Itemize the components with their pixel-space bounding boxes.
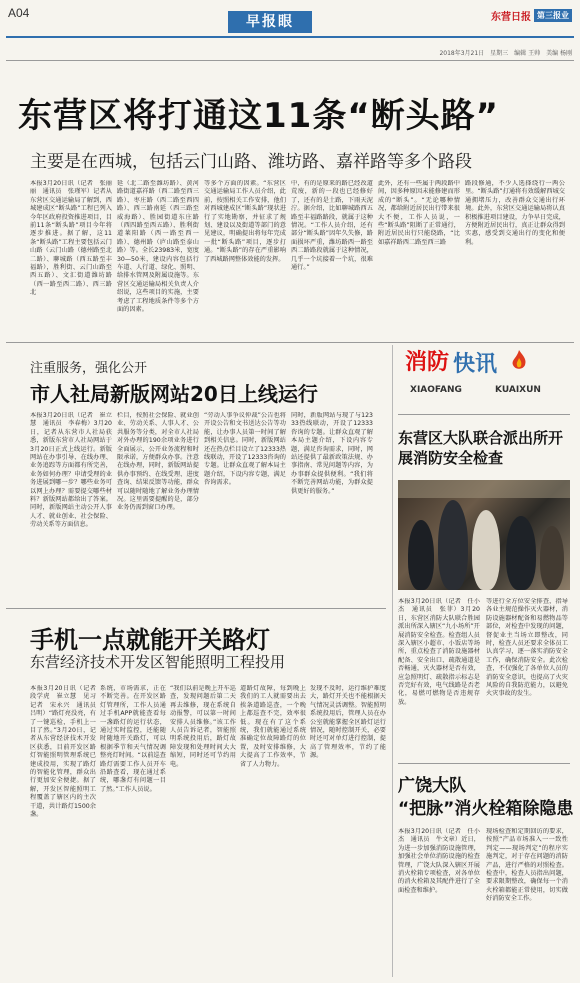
story2-col-4: 同时，新版网站与现了与12333热线联动，开设了12333咨询的专题。让群众直观了解本局主题介绍，下设内容专题，满足咨询需求，同时，网站还提供了最新政策法规、办事指南、常见问题等内容，为办事群众提供便利。“我们将不断完善网站功能，为群众提供更好的服务。”	[291, 412, 373, 495]
lead-col-5: 此外，还有一些属于两段路中间，因多种原因未能修建而形成的“断头”。“无论哪种情况，都给附近居民出行带来很大不便，工作人员说，一些“断头路”阻断了正常通行，附近居民出行只能绕路，“比如嘉祥路西二路至西三路	[378, 180, 460, 246]
story5-col-1: 本报3月20日讯（记者 任小杰 通讯员 牛文章）近日，为进一步加强消防设施管理，加强社会单位消防设施的检查管理，广饶大队深入辖区开展消火栓箱专项检查，对各单位的消火栓箱及其配件进行了全面检查和维护。	[398, 828, 480, 894]
lead-col-6: 路段修通，不少人选择绕行一两公里。“断头路”打通将有效缓解西城交通拥堵压力，改善群众交通出行环境。此外，东营区交通运输局将认真积极推进项目建设，力争早日完成，方便附近居民出行，真正让群众得到实惠，感受到交通出行的变化和便利。	[465, 180, 565, 246]
lead-headline: 东营区将打通这11条“断头路”	[18, 96, 500, 136]
brand-name: 东营日报	[491, 11, 531, 23]
fire-news-pinyin-2: KUAIXUN	[495, 385, 541, 395]
story5-headline-line1: 广饶大队	[398, 776, 466, 796]
story2-kicker: 注重服务，强化公开	[30, 361, 148, 376]
story4-col-2: 等进行全方位安全排查，指导各业主规范操作灭火器材，消防设施器材配备和易燃物品等部位，对检查中发现的问题，督促业主当场立即整改，同时，检查人员还要求全体员工认真学习，逐一落实消防安全工作，确保消防安全。此次检查，不仅强化了各单位人员的消防安全意识，也提高了火灾风险的自我防范能力，以避免火灾事故的发生。	[486, 598, 568, 698]
fire-news-title2: 快讯	[453, 352, 498, 377]
story3-col-5: 发现不及时，运行维护难度大，路灯开关也不能根据天气情况灵活调整。智能照明系统投用后，管理人员在办公室就能掌握全区路灯运行情况，随时控制开关，必要时还可对单灯进行控制，提高了管理效率，节约了能源。	[310, 685, 386, 760]
story3-headline: 手机一点就能开关路灯	[30, 626, 270, 654]
story2-col-2: 栏目，按照社会保险、就业创业、劳动关系、人事人才、公共服务等分类，对全市人社局对外办理的190余项业务进行全面展示，公开业务流程和时限承诺，方便群众办事。注意在线办理，同时，新版网站提供办事预约、在线受理、进度查询、结果反馈等功能，群众可以随时随地了解业务办理情况。这里需要提醒的是，部分业务仍需到窗口办理。	[117, 412, 199, 512]
story2-col-3: “劳动人事争议仲裁”公告也将开设公告和文书送达公告等功能，让办事人员第一时间了解到相关信息。同时，新版网站还在热点栏目设立了12333热线联动，开设了12333咨询的专题。让群众直观了解本局主题介绍，下设内容专题，满足咨询需求。	[204, 412, 286, 487]
story4-headline: 东营区大队联合派出所开展消防安全检查	[398, 429, 564, 467]
fire-news-logo	[405, 345, 570, 407]
dateline-rule	[6, 60, 574, 61]
story3-col-2: 系统，市场需求，正在不断完善。在开发区路灯管理所，工作人员通过手机APP就能查看每一盏路灯的运行状态，通过实时监控，还能随时随地开关路灯，可以根据季节和天气情况调整亮灯时间。“以前巡查路灯需要工作人员开车沿路查看，现在通过系统，哪盏灯有问题一目了然。”工作人员说。	[100, 685, 166, 793]
story2-headline: 市人社局新版网站20日上线运行	[30, 382, 318, 406]
story5-headline-line2: “把脉”消火栓箱除隐患	[398, 799, 574, 819]
brand-logo	[491, 6, 572, 24]
story2-bottom-rule	[6, 608, 386, 609]
story3-subhead: 东营经济技术开发区智能照明工程投用	[30, 653, 286, 671]
fire-news-title: 消防	[405, 350, 450, 375]
lead-col-1: 本报3月20日讯（记者 张丽丽 通讯员 张瑾军）记者从东营区交通运输局了解到，西城建成区“断头路”工程已列入今年区政府投资推进项目，目前11条“断头路”项目今年将逐步推进。据了解，这11条“断头路”工程主要包括云门山路（云门山路（德州路至北二路）、聊城路（西五路至丰福路），胜利街、云门山路至西五路）、文汇街道潍坊路（西一路至西二路）、西三路北	[30, 180, 112, 297]
story3-col-1: 本报3月20日讯（记者 段学虎 崔立慧 见习记者 宋永兴 通讯员 吕明）“路灯亮没亮，有了一键巡检，手机上一目了然。”3月20日，记者从东营经济技术开发区获悉，目前开发区路灯智能照明管理系统已建成投用，实现了路灯的智能化管理，群众出行更加安全便捷。据了解，开发区智能照明工程覆盖了辖区内的主次干道，共计路灯1500余盏。	[30, 685, 96, 819]
inspection-photo	[398, 480, 570, 590]
section-tab: 早报眼	[228, 11, 312, 33]
header-rule	[6, 36, 574, 38]
story2-col-1: 本报3月20日讯（记者 崔立慧 通讯员 李春梅）3月20日，记者从东营市人社局获悉，新版东营市人社局网站于3月20日正式上线运行。新版网站在办事引导、在线办理、业务追踪等方面都有所完善，业务如何办理？申请受理的业务进展到哪一步？哪些业务可以网上办理？需要提交哪些材料？新版网站都给出了答案。同时，新版网站主动公开人事人才、就业创业、社会保险、劳动关系等方面信息。	[30, 412, 112, 529]
page-number: A04	[8, 6, 30, 20]
lead-col-3: 等多个方面的因素。“东营区交通运输局工作人员介绍，此前，按照相关工作安排，他们对西城建成区“断头路”现状进行了实地勘察，并征求了规划、建设以及街道等部门的意见建议，明确提出将每年完成一批“断头路”项目，逐步打通。“断头路”的存在严重影响了西城路网整体效能的发挥。	[204, 180, 286, 263]
story3-col-4: 道路灯故障，每到晚上我们的工人就需要出去挨条道路巡查，一个晚上都巡查不完，效率很低。现在有了这个系统，我们就能通过系统准确定位故障路灯的位置，及时安排维修，大大提高了工作效率，节省了人力物力。	[240, 685, 306, 768]
story5-col-2: 现场检查和定期回访的要求，按照“产品市场准入一一致性判定——现场判定”的程序实施判定，对于存在问题的消防产品，进行严格的对照检查。检查中，检查人员指出问题，要求限期整改，确保每一个消火栓箱都能正常使用，切实做好消防安全工作。	[486, 828, 568, 903]
story4-col-1: 本报3月20日讯（记者 任小杰 通讯员 张菲）3月20日，东营区消防大队联合胜园派出所深入辖区“九小场所”开展消防安全检查。检查组人员深入辖区小超市、小饭店等场所，重点检查了消防设施器材配备、安全出口、疏散通道是否畅通，灭火器材是否有效，应急照明灯、疏散指示标志是否完好有效，电气线路是否老化，易燃可燃物是否违规存放。	[398, 598, 480, 706]
lead-subhead: 主要是在西城，包括云门山路、潍坊路、嘉祥路等多个路段	[30, 152, 472, 172]
fire-box-rule	[398, 414, 570, 415]
story3-col-3: “我们以前是晚上开车巡查，发现问题后第二天再去维修，现在系统自动报警，可以第一时间安排人员维修。”该工作人员告诉记者，智能照明系统投用后，路灯故障发现和处理时间大大缩短，同时还可节约用电。	[170, 685, 236, 768]
flame-icon	[509, 349, 529, 371]
brand-badge: 第三报业	[534, 9, 572, 22]
dateline: 2018年3月21日 星期三 编辑 王帅 美编 杨刚	[439, 50, 572, 57]
lead-bottom-rule	[6, 342, 574, 343]
lead-col-2: 延（北二路至潍坊路）、黄河路街道嘉祥路（西二路至西三路）、枣庄路（西二路至西四路）、西三路南延（西三路至威海路）、胜园街道东庄路（西四路至西五路）、胜利街道莱阳路（西一路至西一路）、德州路（庐山路至泰山路）等。全长23983米，宽度30—50米，建设内容包括行车道、人行道、绿化、照明、给排水管网及附属设施等。东营区交通运输局相关负责人介绍说，这些项目的实施，主要考虑了工程地质条件等多个方面的因素。	[117, 180, 199, 314]
story4-bottom-rule	[398, 763, 570, 764]
fire-news-pinyin-1: XIAOFANG	[410, 385, 462, 395]
right-column-divider	[392, 345, 393, 977]
lead-col-4: 中，有的是原来的路已经改道荒废，新的一段也已经修好了，还有的是土路，下雨天泥泞。据介绍，比如聊城路西五路至丰福路路段，就属于这种情况。“工作人员介绍，还有部分“断头路”因年久失修，路面损坏严重，潍坊路西一路至西二路路段就属于这种情况，几乎一个坑接着一个坑，很难通行。”	[291, 180, 373, 272]
